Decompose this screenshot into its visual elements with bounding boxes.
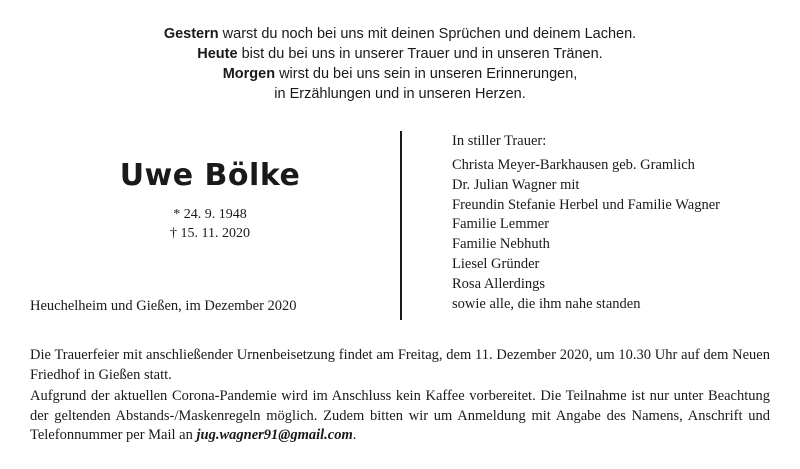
- poem-text: bist du bei uns in unserer Trauer und in unseren Tränen.: [237, 46, 603, 62]
- place-and-date: Heuchelheim und Gießen, im Dezember 2020: [30, 298, 297, 314]
- poem-line: [0, 64, 800, 84]
- service-info: [30, 346, 770, 446]
- mourner-line: Freundin Stefanie Herbel und Familie Wagner: [452, 196, 720, 213]
- mourner-line: Rosa Allerdings: [452, 275, 546, 292]
- mourners-heading: In stiller Trauer:: [452, 133, 547, 149]
- mourner-line: Christa Meyer-Barkhausen geb. Gramlich: [452, 157, 695, 173]
- mourners-list: [452, 131, 792, 314]
- poem-keyword: Heute: [197, 46, 238, 62]
- mourner-line: Dr. Julian Wagner mit: [452, 176, 580, 193]
- poem-text: warst du noch bei uns mit deinen Sprüchen und deinem Lachen.: [218, 26, 637, 42]
- mourner-line: Liesel Gründer: [452, 255, 540, 272]
- vertical-divider: [400, 131, 402, 320]
- mourner-line: Familie Lemmer: [452, 216, 550, 233]
- poem-line: in Erzählungen und in unseren Herzen.: [274, 86, 526, 102]
- corona-text-end: .: [352, 427, 357, 443]
- death-date: † 15. 11. 2020: [170, 226, 250, 241]
- corona-text: Aufgrund der aktuellen Corona-Pandemie wird im Anschluss kein Kaffee vorbereitet. Die Teilnahme ist nur unter Beachtung der geltenden Abstands-/Maskenregeln möglich. Zudem bitten wir um Anmeldung mit Angabe des Namens, Anschrift und Telefonnummer per Mail an: [30, 388, 770, 443]
- corona-paragraph: [30, 387, 770, 446]
- poem-line: [0, 24, 800, 44]
- deceased-name: Uwe Bölke: [119, 158, 301, 193]
- mourner-line: sowie alle, die ihm nahe standen: [452, 295, 641, 312]
- poem: [0, 24, 800, 104]
- poem-line: [0, 44, 800, 64]
- poem-keyword: Morgen: [222, 66, 276, 82]
- poem-text: wirst du bei uns sein in unseren Erinnerungen,: [275, 66, 578, 82]
- life-dates: [30, 205, 390, 243]
- contact-email[interactable]: jug.wagner91@gmail.com: [196, 427, 353, 443]
- service-paragraph: Die Trauerfeier mit anschließender Urnenbeisetzung findet am Freitag, dem 11. Dezember 2020, um 10.30 Uhr auf dem Neuen Friedhof in Gießen statt.: [30, 347, 770, 383]
- birth-date: * 24. 9. 1948: [173, 207, 247, 222]
- poem-keyword: Gestern: [163, 26, 219, 42]
- mourner-line: Familie Nebhuth: [452, 236, 550, 253]
